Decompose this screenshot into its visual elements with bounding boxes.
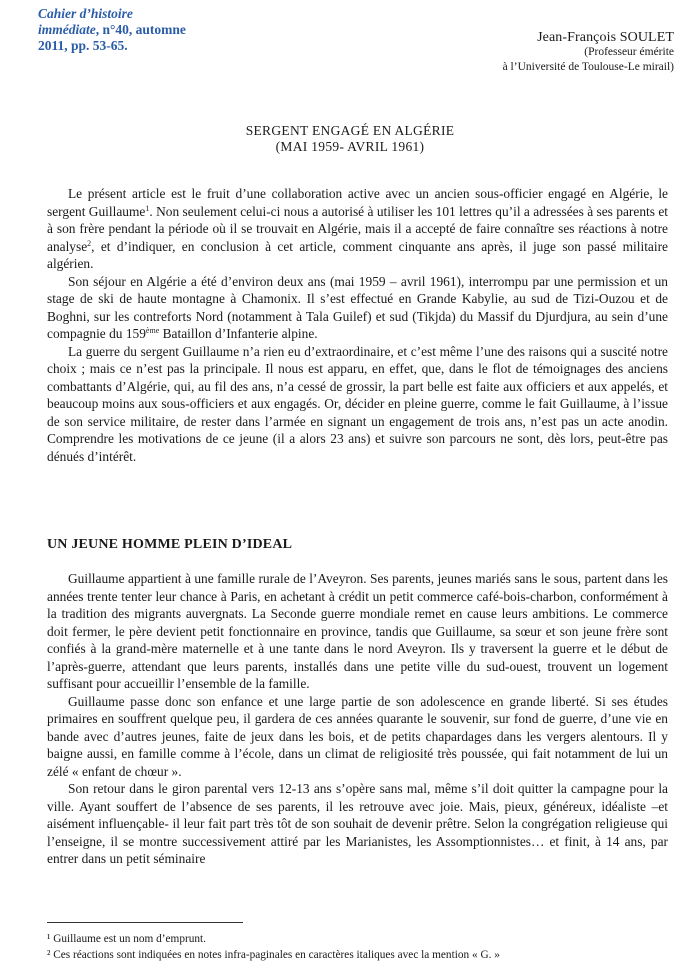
author-affiliation: à l’Université de Toulouse-Le mirail) <box>502 61 674 73</box>
footnote-ref-1[interactable]: 1 <box>145 203 150 213</box>
paragraph-text: Son séjour en Algérie a été d’environ deux ans (mai 1959 – avril 1961), interrompu par une permission et un stage de ski de haute montagne à Chamonix. Il s’est effectué en Grande Kabylie, au sud de Tizi-Ouzou et de Boghni, sur les contreforts Nord (notamment à Tala Guilef) et sud (Tikjda) du Massif du Djurdjura, au sein d’une compagnie du 159 <box>47 273 668 341</box>
author-name: Jean-François SOULET <box>537 30 674 45</box>
paragraph-text: Le présent article est le fruit d’une collaboration active avec un ancien sous-officier engagé en Algérie, le sergent Guillaume <box>47 186 668 219</box>
journal-issue-details: , n°40, automne 2011, pp. 53-65. <box>38 22 186 53</box>
paragraph: La guerre du sergent Guillaume n’a rien eu d’extraordinaire, et c’est même l’une des raisons qui a suscité notre choix ; mais ce n’est pas la principale. Il nous est apparu, en effet, que, dans le flot de témoignages des anciens combattants d’Algérie, qui, au fil des ans, n’a cessé de grossir, la part belle est faite aux officiers et aux appelés, et beaucoup moins aux sous-officiers et aux engagés. Or, décider en pleine guerre, comme le fait Guillaume, à l’issue de son service militaire, de rester dans l’armée en signant un engagement de trois ans, n’est pas un acte anodin. Comprendre les motivations de ce jeune (il a alors 23 ans) et suivre son parcours ne sont, dès lors, peut-être pas dénués d’intérêt. <box>47 343 668 464</box>
paragraph-text: Bataillon d’Infanterie alpine. <box>159 326 318 341</box>
article-subtitle: (MAI 1959- AVRIL 1961) <box>275 139 425 154</box>
footnote-ref-2[interactable]: 2 <box>87 238 92 248</box>
footnotes <box>47 931 677 963</box>
paragraph: Son retour dans le giron parental vers 12-13 ans s’opère sans mal, même s’il doit quitter la campagne pour la ville. Ayant souffert de l’absence de ses parents, il les retrouve avec joie. Mais, pieux, généreux, idéaliste –et aisément influençable- il leur fait part très tôt de son souhait de devenir prêtre. Selon la congrégation religieuse qui l’enseigne, il se montre successivement attiré par les Marianistes, les Assomptionnistes… et finit, à 14 ans, par entrer dans un petit séminaire <box>47 781 668 866</box>
paragraph <box>47 273 668 343</box>
section-body <box>47 570 668 868</box>
paragraph-text: , et d’indiquer, en conclusion à cet article, comment cinquante ans après, il juge son passé militaire algérien. <box>47 238 668 271</box>
paragraph: Guillaume appartient à une famille rurale de l’Aveyron. Ses parents, jeunes mariés sans le sous, partent dans les années trente tenter leur chance à Paris, en achetant à crédit un petit commerce café-bois-charbon, conformément à la tradition des migrants auvergnats. La Seconde guerre mondiale remet en cause leurs ambitions. Le commerce doit fermer, le père devient petit fonctionnaire en province, tandis que Guillaume, sa sœur et son jeune frère sont confiés à la grand-mère maternelle et à une tante dans le nord Aveyron. Ils y traversent la guerre et le début de l’après-guerre, attendant que leurs parents, installés dans une petite ville du sud-ouest, trouvent un logement suffisant pour accueillir l’ensemble de la famille. <box>47 571 668 691</box>
author-block <box>503 30 674 75</box>
journal-citation <box>38 6 188 54</box>
article-title-block <box>0 123 700 155</box>
footnote-2: ² Ces réactions sont indiquées en notes infra-paginales en caractères italiques avec la mention « G. » <box>47 949 500 961</box>
article-title: SERGENT ENGAGÉ EN ALGÉRIE <box>245 123 455 138</box>
paragraph: Guillaume passe donc son enfance et une large partie de son adolescence en grande liberté. Si ses études primaires en souffrent quelque peu, il gardera de ces années quarante le souvenir, sur fond de guerre, d’une vie en bande avec d’autres jeunes, faite de jeux dans les bois, et de petits chapardages dans les vergers alentours. Il y baigne aussi, en famille comme à l’école, dans un climat de religiosité très poussée, qui fait notamment de lui un zélé « enfant de chœur ». <box>47 693 668 779</box>
footnote-separator <box>47 922 243 923</box>
journal-name: Cahier d’histoire immédiate <box>38 6 133 37</box>
section-heading: UN JEUNE HOMME PLEIN D’IDEAL <box>47 537 293 552</box>
ordinal-suffix: ème <box>145 326 160 335</box>
footnote-1: ¹ Guillaume est un nom d’emprunt. <box>47 933 207 945</box>
introduction <box>47 185 668 465</box>
paragraph-text: . Non seulement celui-ci nous a autorisé à utiliser les 101 lettres qu’il a adressées à ses parents et à son frère pendant la période où il se trouvait en Algérie, mais il a accepté de faire connaître ses réactions à notre analyse <box>47 203 668 254</box>
author-title: (Professeur émérite <box>584 46 674 58</box>
paragraph <box>47 185 668 273</box>
